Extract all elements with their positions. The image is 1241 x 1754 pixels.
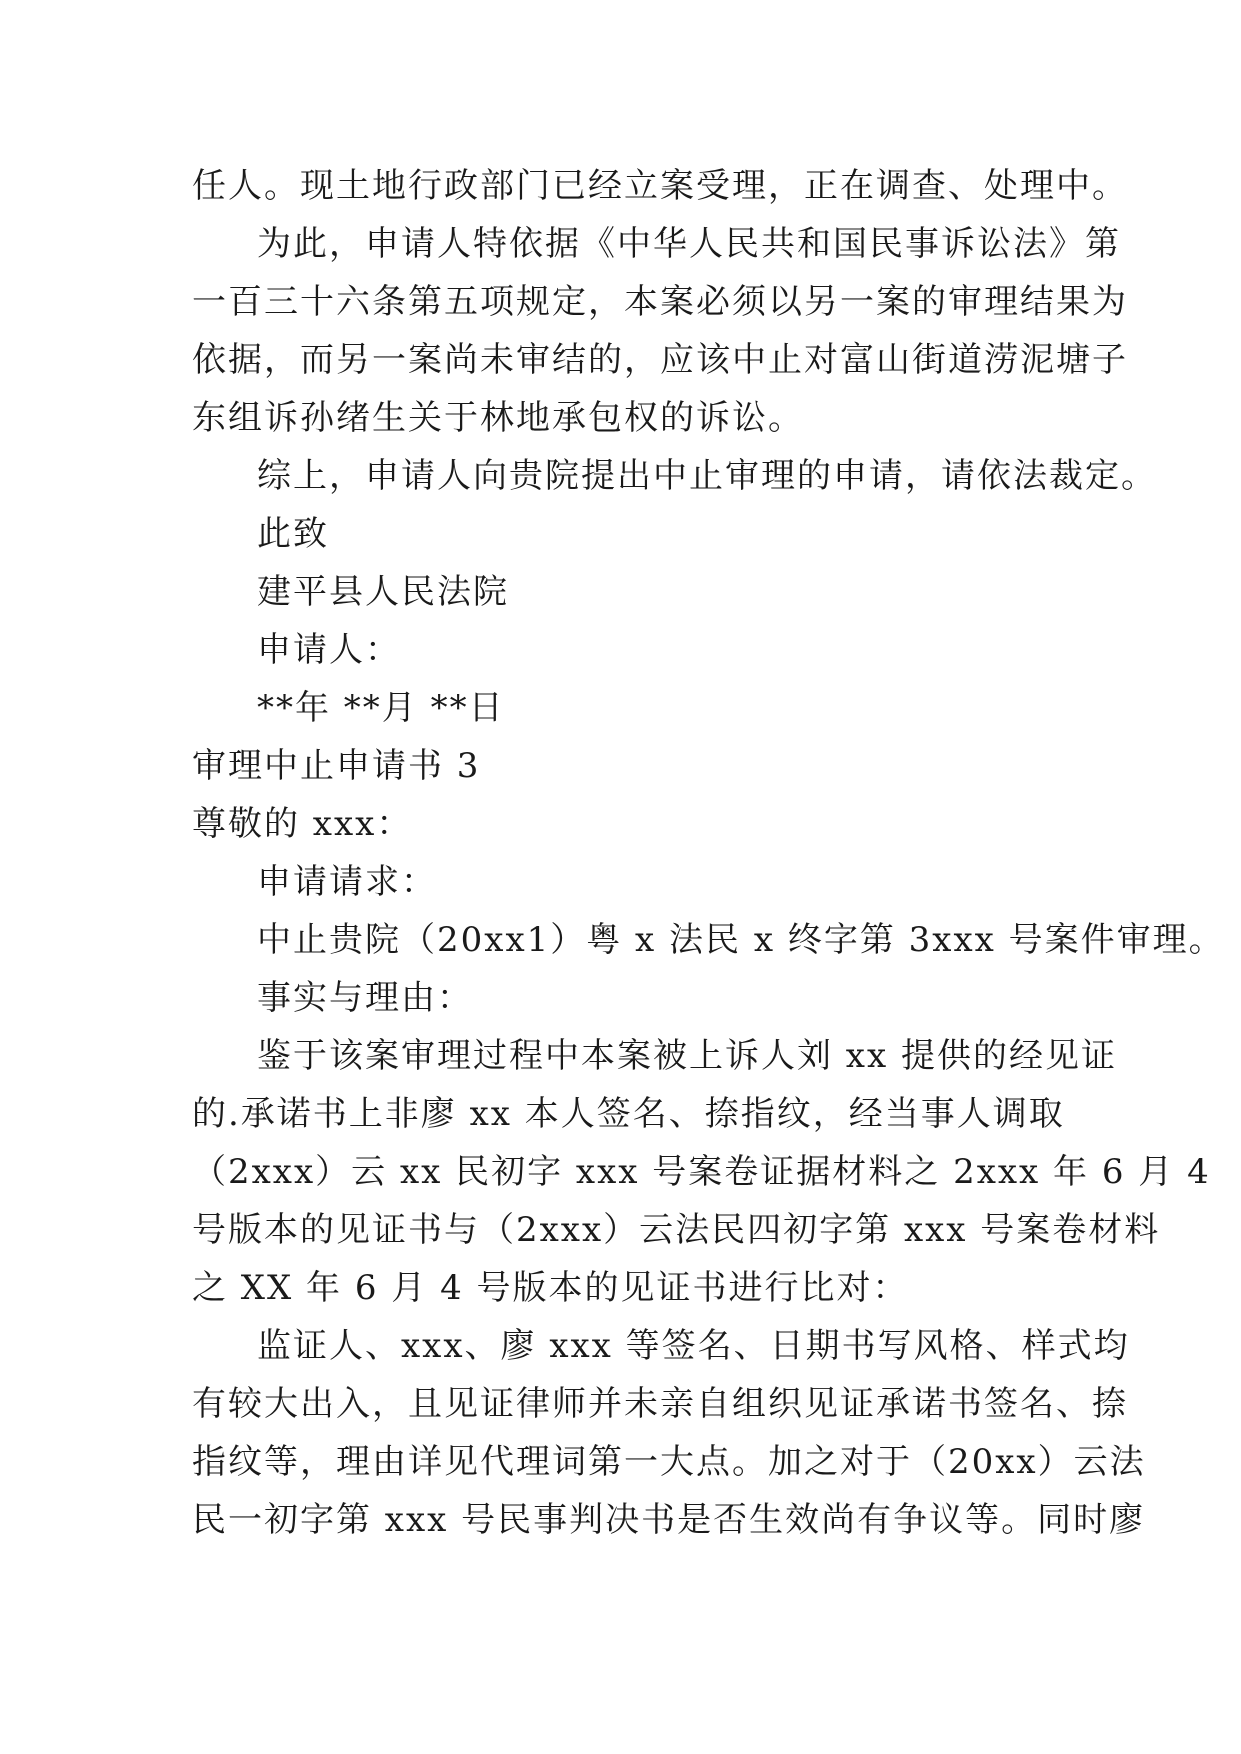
paragraph-line: 依据，而另一案尚未审结的，应该中止对富山街道涝泥塘子 [192, 340, 1128, 380]
paragraph-line: 中止贵院（20xx1）粤 x 法民 x 终字第 3xxx 号案件审理。 [257, 920, 1225, 960]
recipient-line: 建平县人民法院 [257, 572, 509, 612]
paragraph-line: 号版本的见证书与（2xxx）云法民四初字第 xxx 号案卷材料 [192, 1210, 1161, 1250]
paragraph-line: 指纹等，理由详见代理词第一大点。加之对于（20xx）云法 [192, 1442, 1146, 1482]
paragraph-line: 民一初字第 xxx 号民事判决书是否生效尚有争议等。同时廖 [192, 1500, 1146, 1540]
applicant-line: 申请人： [257, 630, 401, 670]
section-title: 审理中止申请书 3 [192, 746, 481, 786]
paragraph-line: 东组诉孙绪生关于林地承包权的诉讼。 [192, 398, 804, 438]
greeting-line: 尊敬的 xxx： [192, 804, 413, 844]
paragraph-line: 有较大出入，且见证律师并未亲自组织见证承诺书签名、捺 [192, 1384, 1128, 1424]
date-line: **年 **月 **日 [257, 688, 505, 728]
paragraph-line: 之 XX 年 6 月 4 号版本的见证书进行比对： [192, 1268, 909, 1308]
heading-line: 事实与理由： [257, 978, 473, 1018]
paragraph-line: （2xxx）云 xx 民初字 xxx 号案卷证据材料之 2xxx 年 6 月 4 [192, 1152, 1211, 1192]
paragraph-line: 任人。现土地行政部门已经立案受理，正在调查、处理中。 [192, 166, 1128, 206]
paragraph-line: 鉴于该案审理过程中本案被上诉人刘 xx 提供的经见证 [257, 1036, 1117, 1076]
paragraph-line: 为此，申请人特依据《中华人民共和国民事诉讼法》第 [257, 224, 1121, 264]
paragraph-line: 的.承诺书上非廖 xx 本人签名、捺指纹，经当事人调取 [192, 1094, 1065, 1134]
salutation-line: 此致 [257, 514, 329, 554]
paragraph-line: 综上，申请人向贵院提出中止审理的申请，请依法裁定。 [257, 456, 1157, 496]
heading-line: 申请请求： [257, 862, 437, 902]
paragraph-line: 监证人、xxx、廖 xxx 等签名、日期书写风格、样式均 [257, 1326, 1130, 1366]
paragraph-line: 一百三十六条第五项规定，本案必须以另一案的审理结果为 [192, 282, 1128, 322]
